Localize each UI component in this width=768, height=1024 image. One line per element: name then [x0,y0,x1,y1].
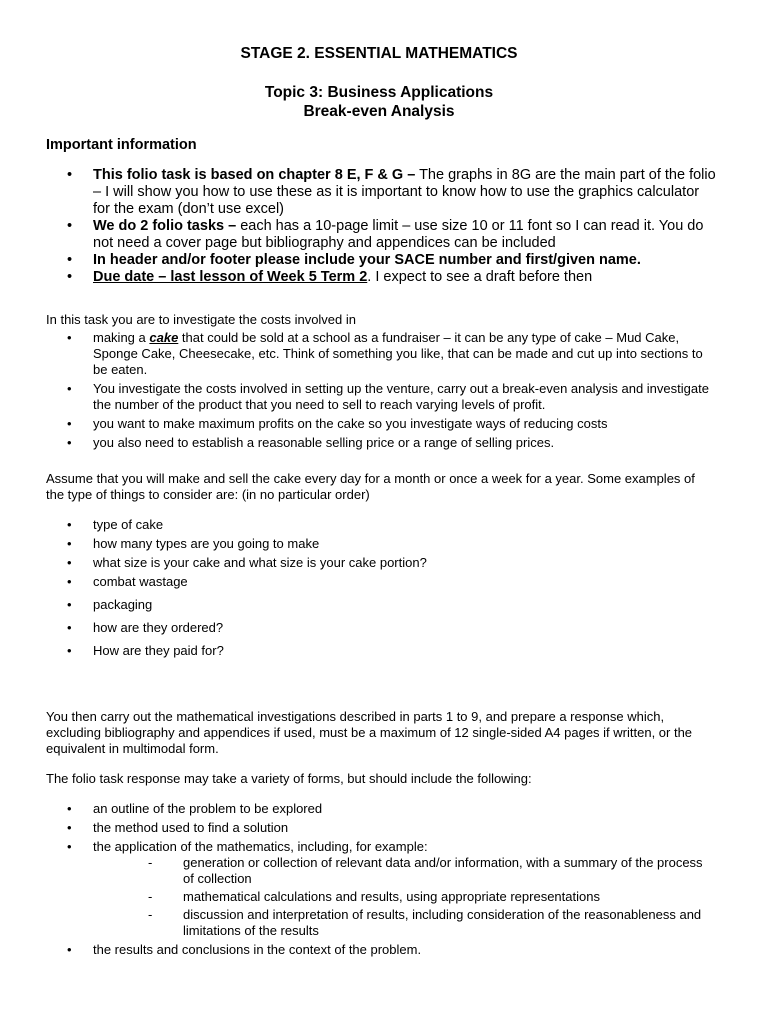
consideration-item: • how many types are you going to make [46,536,686,555]
consideration-item: • packaging [46,597,686,620]
document-stage-title: STAGE 2. ESSENTIAL MATHEMATICS [240,45,518,62]
important-item-text: each has a 10-page limit – use size 10 or 11 font so I can read it. You do not need a cover page but bibliography and appendices can be included [93,218,704,251]
response-item [46,839,714,939]
response-sublist [46,855,714,939]
response-item-text: the application of the mathematics, including, for example: [93,839,428,854]
investigate-item: • You investigate the costs involved in setting up the venture, carry out a break-even analysis and investigate the number of the product that you need to sell to reach varying levels of profit. [46,381,714,413]
consideration-item: • what size is your cake and what size is your cake portion? [46,555,686,574]
consideration-item: • how are they ordered? [46,620,686,643]
response-list [46,801,714,958]
document-topic-title: Topic 3: Business Applications [264,84,494,101]
consideration-item: • combat wastage [46,574,686,597]
important-item-text: . I expect to see a draft before then [367,269,593,285]
response-item: • an outline of the problem to be explored [46,801,714,820]
important-item [46,218,716,252]
important-item [46,269,716,286]
important-item-bold: This folio task is based on chapter 8 E, F & G – [93,167,416,183]
investigate-item-text: making a [93,330,150,345]
cake-keyword: cake [149,330,179,345]
investigate-intro: In this task you are to investigate the costs involved in [46,312,357,327]
response-item: • the method used to find a solution [46,820,714,839]
assume-paragraph: Assume that you will make and sell the cake every day for a month or once a week for a year. Some examples of the type of things to consider are: (in no particular order) [46,471,695,502]
important-item [46,252,716,269]
due-date: Due date – last lesson of Week 5 Term 2 [93,269,368,285]
consideration-item: • type of cake [46,517,686,536]
investigate-item: • you also need to establish a reasonable selling price or a range of selling prices. [46,435,714,451]
investigate-item-text: that could be sold at a school as a fundraiser – it can be any type of cake – Mud Cake, Sponge Cake, Cheesecake, etc. Think of something you like, that can be made and cut up into sections to be eaten. [93,330,703,377]
response-item: • the results and conclusions in the context of the problem. [46,942,714,958]
response-subitem: - mathematical calculations and results, using appropriate representations [138,889,714,905]
response-subitem: - generation or collection of relevant data and/or information, with a summary of the process of collection [138,855,714,887]
important-item [46,167,716,218]
investigations-paragraph: You then carry out the mathematical investigations described in parts 1 to 9, and prepare a response which, excluding bibliography and appendices if used, must be a maximum of 12 single-sided A4 pages if written, or the equivalent in multimodal form. [46,709,693,756]
response-intro: The folio task response may take a variety of forms, but should include the following: [46,771,532,786]
important-item-bold: In header and/or footer please include your SACE number and first/given name. [93,252,641,268]
response-subitem: - discussion and interpretation of results, including consideration of the reasonableness and limitations of the results [138,907,714,939]
document-subtopic-title: Break-even Analysis [303,103,455,120]
important-list [46,167,716,286]
investigate-item [46,330,714,378]
investigate-list [46,330,714,454]
investigate-item: • you want to make maximum profits on the cake so you investigate ways of reducing costs [46,416,714,432]
important-item-text: The graphs in 8G are the main part of the folio – I will show you how to use these as it is important to know how to use the graphics calculator for the exam (don’t use excel) [93,167,716,217]
consideration-item: • How are they paid for? [46,643,686,662]
considerations-list [46,517,686,662]
important-item-bold: We do 2 folio tasks – [93,218,237,234]
important-heading: Important information [46,137,197,153]
